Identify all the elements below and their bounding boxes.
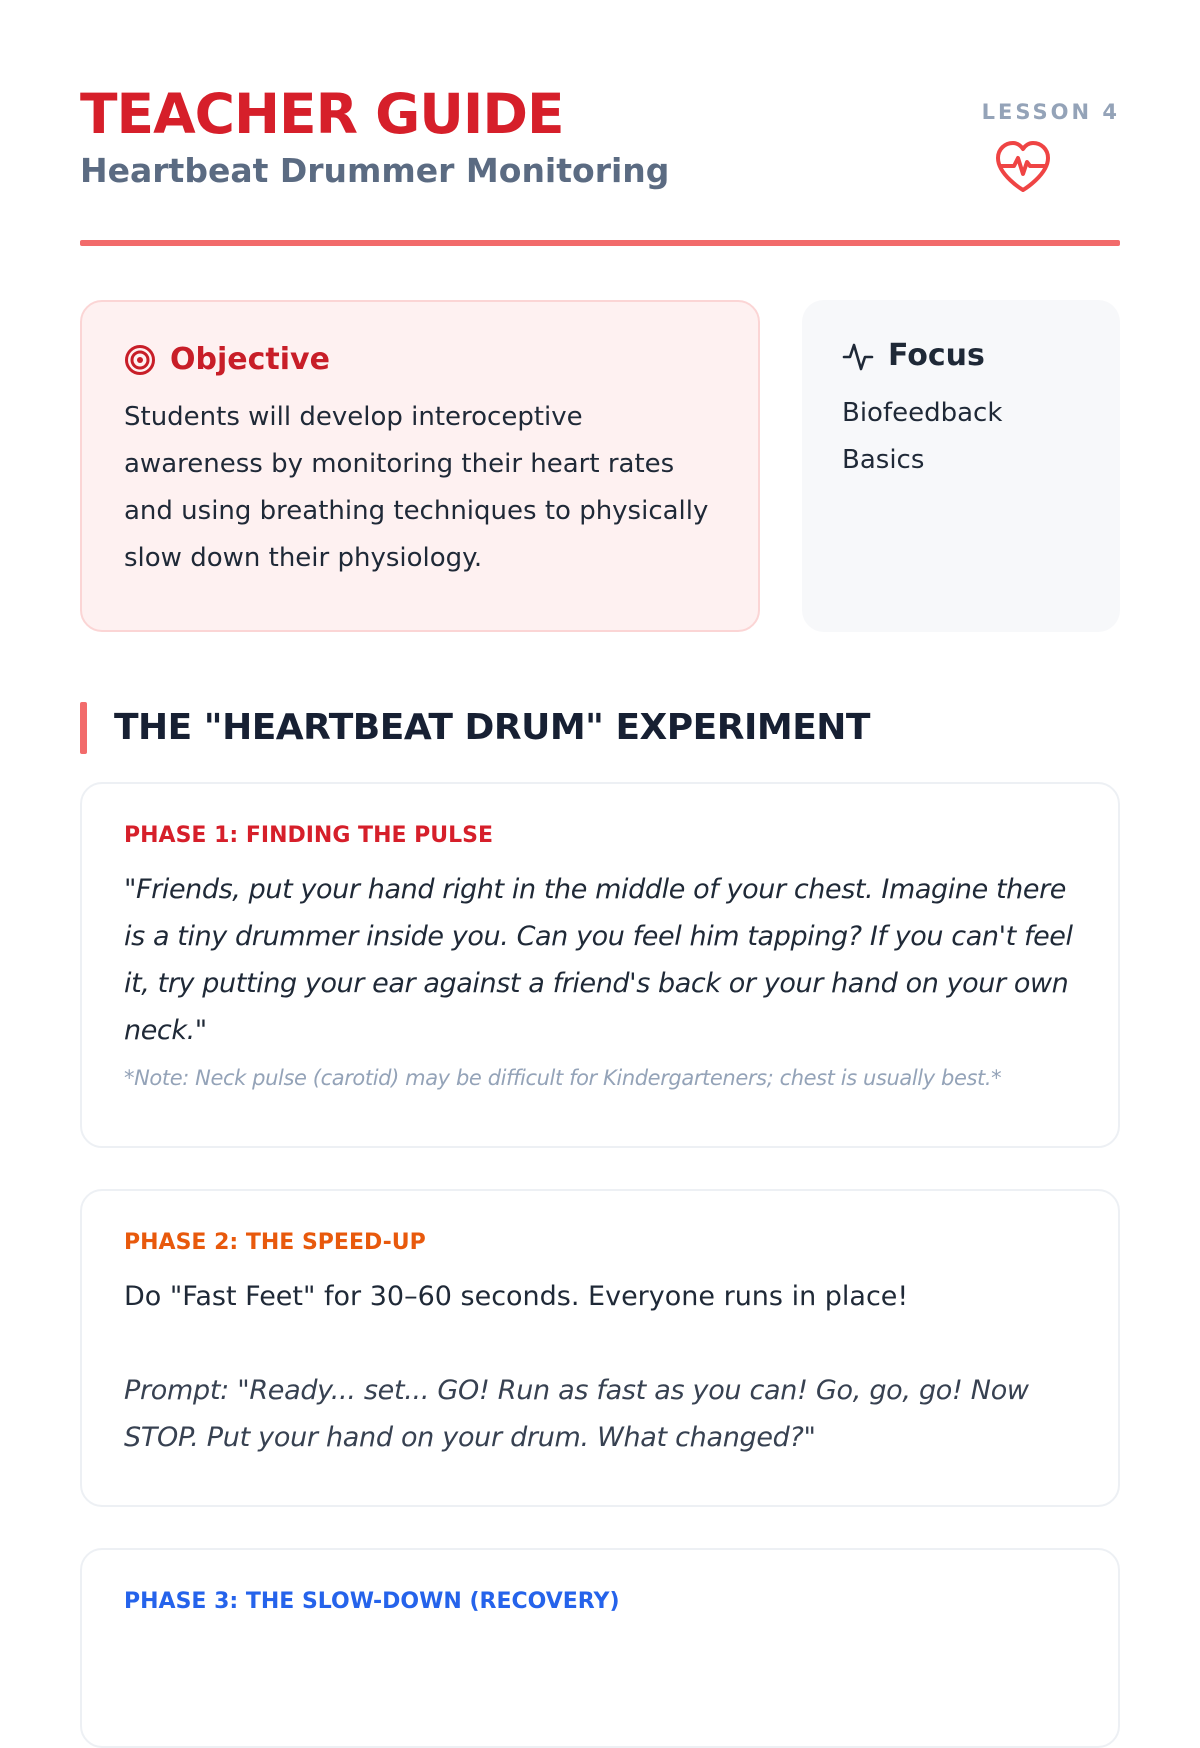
lesson-number-label: LESSON 4 (981, 100, 1120, 124)
focus-card (802, 300, 1120, 632)
focus-text: Biofeedback Basics (842, 398, 1003, 475)
phase-label: PHASE 3: THE SLOW-DOWN (RECOVERY) (124, 1589, 620, 1614)
page-title: TEACHER GUIDE (80, 82, 564, 146)
focus-label: Focus (888, 338, 985, 373)
objective-text: Students will develop interoceptive awareness by monitoring their heart rates and using breathing techniques to physically slow down their physiology. (124, 402, 709, 573)
phase-instruction: Do "Fast Feet" for 30–60 seconds. Everyone runs in place! (124, 1281, 909, 1312)
target-icon (124, 344, 156, 376)
heart-pulse-icon (992, 138, 1054, 196)
phase-quote: "Friends, put your hand right in the middle of your chest. Imagine there is a tiny drummer inside you. Can you feel him tapping? If you can't feel it, try putting your ear against a friend's back or your hand on your own neck." (124, 874, 1073, 1046)
phase-note: *Note: Neck pulse (carotid) may be difficult for Kindergarteners; chest is usually best.* (124, 1066, 1002, 1090)
header-divider (80, 240, 1120, 246)
page-header (80, 82, 1120, 242)
focus-heading (842, 338, 1080, 374)
section-accent-bar (80, 702, 87, 754)
phase-card-3 (80, 1548, 1120, 1748)
phase-label: PHASE 2: THE SPEED-UP (124, 1230, 426, 1255)
phase-card-1 (80, 782, 1120, 1148)
phase-card-2 (80, 1189, 1120, 1507)
section-title: THE "HEARTBEAT DRUM" EXPERIMENT (114, 707, 870, 748)
objective-card (80, 300, 760, 632)
section-heading (80, 702, 1120, 754)
page-subtitle: Heartbeat Drummer Monitoring (80, 151, 670, 190)
objective-label: Objective (170, 342, 330, 377)
phase-prompt: Prompt: "Ready... set... GO! Run as fast as you can! Go, go, go! Now STOP. Put your hand on your drum. What changed?" (124, 1375, 1029, 1453)
phase-label: PHASE 1: FINDING THE PULSE (124, 823, 494, 848)
objective-heading (124, 342, 716, 378)
activity-icon (842, 340, 874, 372)
